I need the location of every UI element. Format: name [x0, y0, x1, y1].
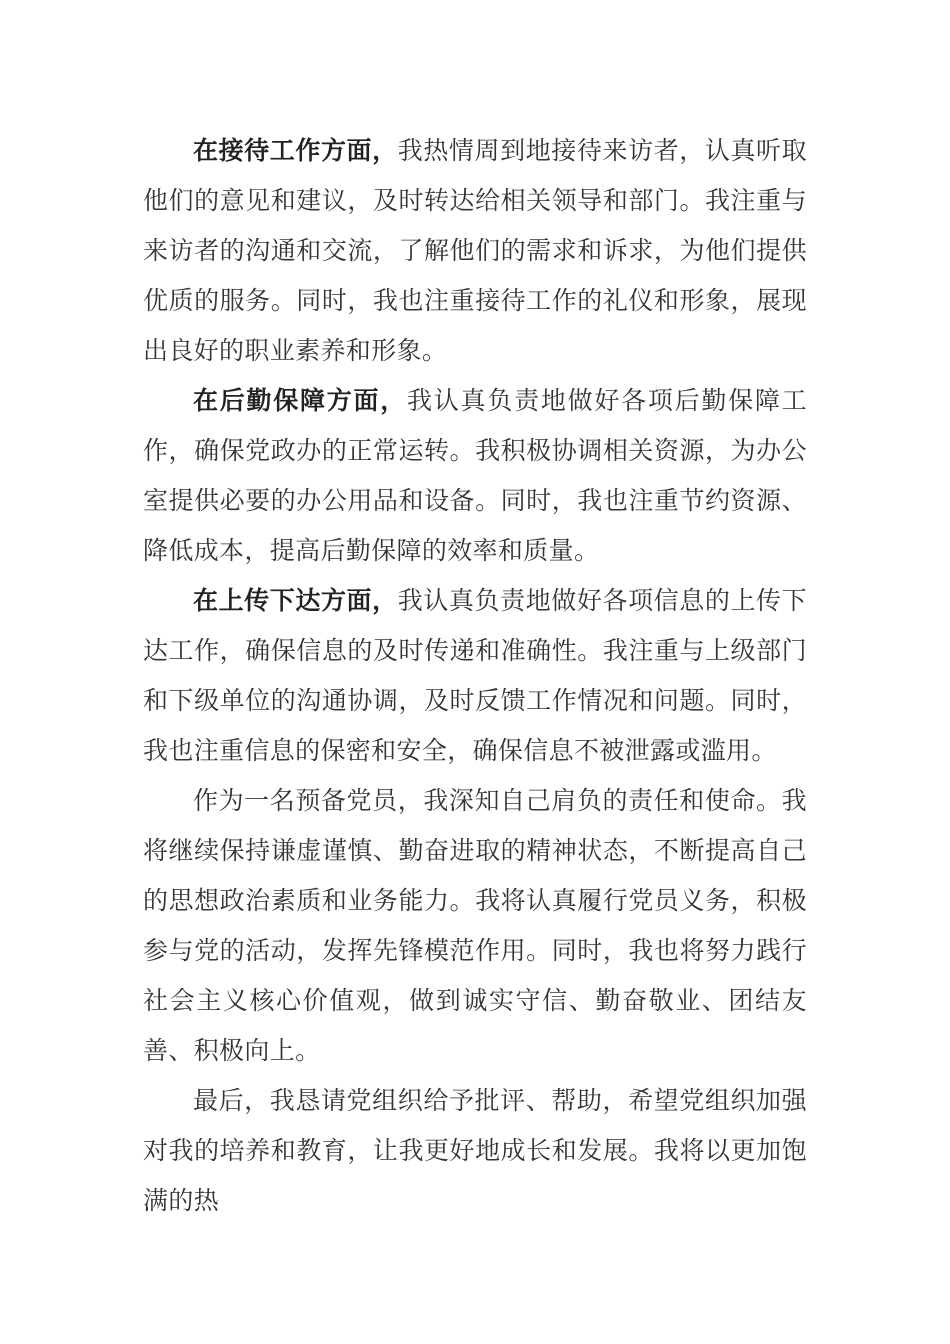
paragraph-lead: 在接待工作方面，: [193, 136, 398, 165]
paragraph-reception: [143, 126, 807, 376]
paragraph-closing: [143, 1076, 807, 1226]
document-page: [143, 126, 807, 1226]
paragraph-body: 作为一名预备党员，我深知自己肩负的责任和使命。我将继续保持谦虚谨慎、勤奋进取的精神状态，不断提高自己的思想政治素质和业务能力。我将认真履行党员义务，积极参与党的活动，发挥先锋模范作用。同时，我也将努力践行社会主义核心价值观，做到诚实守信、勤奋敬业、团结友善、积极向上。: [143, 786, 807, 1065]
paragraph-logistics: [143, 376, 807, 576]
paragraph-body: 我认真负责地做好各项后勤保障工作，确保党政办的正常运转。我积极协调相关资源，为办公室提供必要的办公用品和设备。同时，我也注重节约资源、降低成本，提高后勤保障的效率和质量。: [143, 386, 807, 565]
paragraph-commitment: [143, 776, 807, 1076]
paragraph-body: 最后，我恳请党组织给予批评、帮助，希望党组织加强对我的培养和教育，让我更好地成长和发展。我将以更加饱满的热: [143, 1086, 807, 1215]
paragraph-communication: [143, 576, 807, 776]
paragraph-lead: 在后勤保障方面，: [193, 386, 408, 415]
paragraph-body: 我认真负责地做好各项信息的上传下达工作，确保信息的及时传递和准确性。我注重与上级部门和下级单位的沟通协调，及时反馈工作情况和问题。同时，我也注重信息的保密和安全，确保信息不被泄露或滥用。: [143, 586, 807, 765]
paragraph-lead: 在上传下达方面，: [193, 586, 398, 615]
paragraph-body: 我热情周到地接待来访者，认真听取他们的意见和建议，及时转达给相关领导和部门。我注重与来访者的沟通和交流，了解他们的需求和诉求，为他们提供优质的服务。同时，我也注重接待工作的礼仪和形象，展现出良好的职业素养和形象。: [143, 136, 807, 365]
